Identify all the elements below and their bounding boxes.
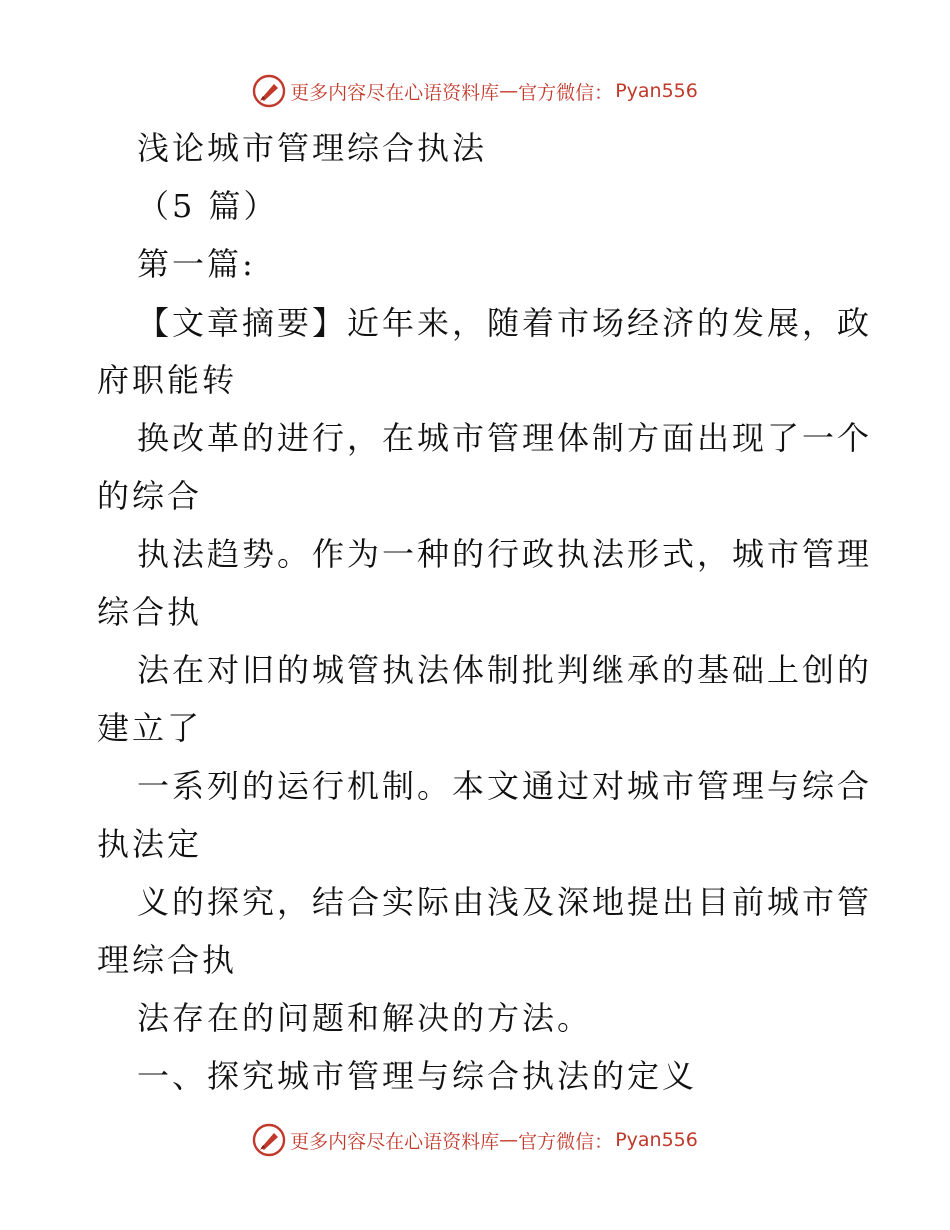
document-title: 浅论城市管理综合执法 <box>137 129 488 167</box>
paragraph-line: 执法趋势。作为一种的行政执法形式，城市管理 <box>137 535 873 573</box>
paragraph-line: 换改革的进行，在城市管理体制方面出现了一个 <box>137 419 873 457</box>
paragraph-line: 【文章摘要】近年来，随着市场经济的发展，政 <box>137 304 873 342</box>
watermark-separator: — <box>499 1129 519 1151</box>
watermark-title: 更多内容尽在心语资料库 <box>290 1130 500 1153</box>
section-heading: 第一篇: <box>137 245 256 283</box>
footer-watermark <box>0 1120 950 1160</box>
paragraph-line: 理综合执 <box>97 941 238 979</box>
pen-nib-logo-icon <box>252 74 286 108</box>
paragraph-line: 法存在的问题和解决的方法。 <box>137 999 593 1037</box>
paragraph-line: 建立了 <box>97 709 203 747</box>
paragraph-line: 法在对旧的城管执法体制批判继承的基础上创的 <box>137 651 873 689</box>
paragraph-line: 府职能转 <box>97 361 238 399</box>
article-count: （5 篇） <box>137 187 279 225</box>
watermark-label: 官方微信： <box>518 81 614 104</box>
header-watermark <box>0 71 950 111</box>
watermark-title: 更多内容尽在心语资料库 <box>290 81 500 104</box>
watermark-account: Pyan556 <box>615 80 698 102</box>
pen-nib-logo-icon <box>252 1123 286 1157</box>
watermark-account: Pyan556 <box>615 1129 698 1151</box>
watermark-separator: — <box>499 80 519 102</box>
paragraph-line: 综合执 <box>97 593 203 631</box>
section-subheading: 一、探究城市管理与综合执法的定义 <box>137 1057 698 1095</box>
paragraph-line: 义的探究，结合实际由浅及深地提出目前城市管 <box>137 883 873 921</box>
paragraph-line: 执法定 <box>97 825 203 863</box>
paragraph-line: 的综合 <box>97 477 203 515</box>
paragraph-line: 一系列的运行机制。本文通过对城市管理与综合 <box>137 767 873 805</box>
watermark-label: 官方微信： <box>518 1130 614 1153</box>
